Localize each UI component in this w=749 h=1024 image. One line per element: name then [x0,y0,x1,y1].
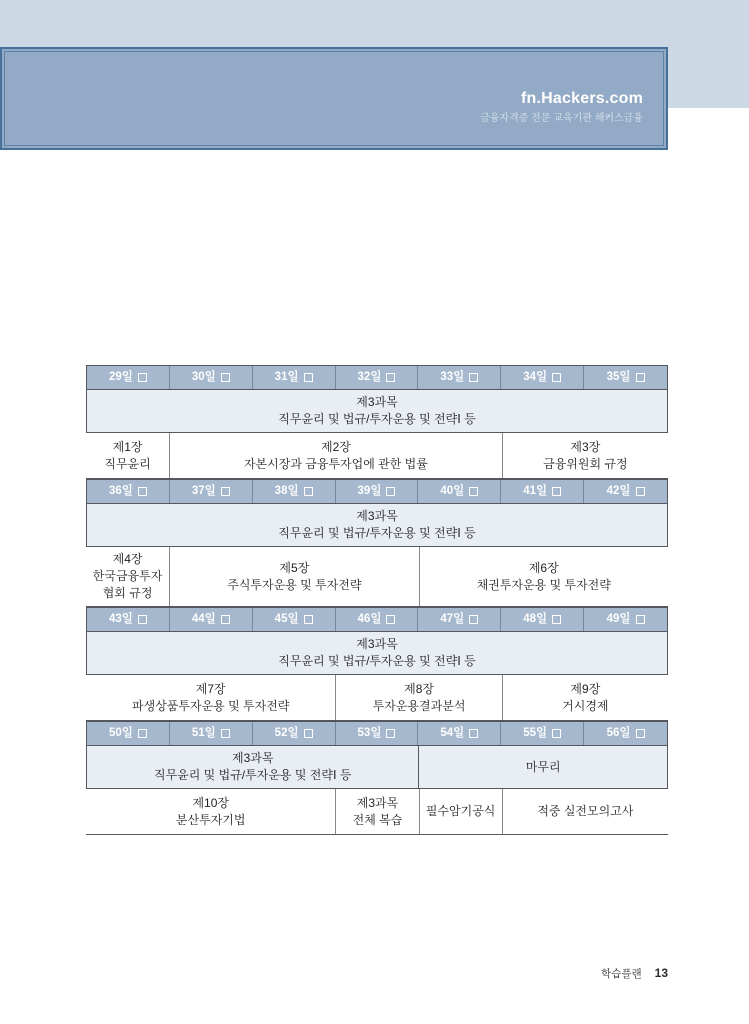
day-checkbox-icon [221,729,230,738]
brand-box [0,47,668,150]
day-cell [336,480,419,503]
cell-line: 적중 실전모의고사 [537,804,634,818]
day-label: 35일 [606,370,631,383]
day-checkbox-icon [304,729,313,738]
chapter-cell [86,675,335,720]
cell-line: 제10장 [192,795,229,810]
day-cell [418,366,501,389]
cell-line: 제4장 [112,552,143,566]
day-label: 29일 [108,370,133,383]
day-cell [336,722,419,745]
day-checkbox-icon [636,729,645,738]
cell-line: 금융위원회 규정 [543,456,628,471]
cell-line: 채권투자운용 및 투자전략 [476,577,611,592]
day-cell [253,722,336,745]
day-cell [418,722,501,745]
chapter-cell [86,547,169,606]
cell-line: 직무윤리 및 법규/투자운용 및 전략Ⅰ 등 [153,768,352,782]
cell-line: 제2장 [320,439,351,454]
day-checkbox-icon [386,487,395,496]
subject-cell [87,746,418,788]
chapter-cell [169,547,418,606]
day-label: 33일 [440,370,465,383]
day-cell [584,608,667,631]
day-cell [253,608,336,631]
day-cell [253,480,336,503]
day-label: 32일 [357,370,382,383]
cell-line: 직무윤리 [104,456,151,471]
day-label: 54일 [440,726,465,739]
cell-line: 자본시장과 금융투자업에 관한 법률 [243,456,428,471]
brand-logo: fn.Hackers.com [521,90,643,107]
day-label: 56일 [606,726,631,739]
chapter-cell [502,675,668,720]
day-cell [501,480,584,503]
day-checkbox-icon [221,373,230,382]
subject-cell [418,746,667,788]
page-number: 13 [654,966,668,980]
day-label: 51일 [191,726,216,739]
cell-line: 제9장 [570,681,601,696]
cell-line: 협회 규정 [102,586,153,600]
day-label: 53일 [357,726,382,739]
plan-section [86,479,668,607]
cell-line: 제3과목 [356,509,398,523]
chapter-cell [419,789,502,834]
cell-line: 마무리 [525,759,561,774]
day-checkbox-icon [552,729,561,738]
day-cell [501,608,584,631]
day-label: 40일 [440,484,465,497]
day-cell [87,366,170,389]
plan-section [86,607,668,721]
day-cell [584,366,667,389]
day-label: 31일 [274,370,299,383]
day-label: 36일 [108,484,133,497]
cell-line: 제5장 [279,560,310,575]
day-checkbox-icon [221,615,230,624]
day-checkbox-icon [304,373,313,382]
day-checkbox-icon [386,615,395,624]
day-checkbox-icon [469,729,478,738]
day-label: 46일 [357,612,382,625]
cell-line: 직무윤리 및 법규/투자운용 및 전략Ⅰ 등 [278,654,476,668]
page-footer [601,966,668,981]
day-label: 30일 [191,370,216,383]
day-label: 47일 [440,612,465,625]
day-checkbox-icon [552,615,561,624]
day-label: 50일 [108,726,133,739]
day-checkbox-icon [469,615,478,624]
subject-cell [87,504,667,546]
day-label: 42일 [606,484,631,497]
plan-section [86,721,668,835]
cell-line: 제3장 [570,439,601,454]
day-checkbox-icon [469,487,478,496]
cell-line: 투자운용결과분석 [372,698,466,713]
cell-line: 제3과목 [231,751,274,765]
cell-line: 제1장 [112,439,143,454]
day-checkbox-icon [138,373,147,382]
day-cell [336,608,419,631]
day-checkbox-icon [636,373,645,382]
subject-cell [87,632,667,674]
day-label: 39일 [357,484,382,497]
day-checkbox-icon [386,729,395,738]
day-label: 55일 [523,726,548,739]
cell-line: 제6장 [528,560,559,575]
day-cell [584,722,667,745]
day-checkbox-icon [138,615,147,624]
cell-line: 직무윤리 및 법규/투자운용 및 전략Ⅰ 등 [278,412,476,426]
day-label: 49일 [606,612,631,625]
day-checkbox-icon [386,373,395,382]
cell-line: 거시경제 [562,698,609,713]
day-checkbox-icon [138,487,147,496]
cell-line: 주식투자운용 및 투자전략 [227,577,362,592]
chapter-cell [502,433,668,478]
cell-line: 분산투자기법 [175,812,246,827]
cell-line: 한국금융투자 [92,569,163,583]
cell-line: 제3과목 [356,395,398,409]
day-checkbox-icon [552,373,561,382]
day-cell [418,480,501,503]
cell-line: 파생상품투자운용 및 투자전략 [132,698,290,713]
day-checkbox-icon [138,729,147,738]
chapter-cell [335,789,418,834]
day-header-row [86,365,668,390]
chapter-cell [86,789,335,834]
day-cell [170,722,253,745]
day-checkbox-icon [304,615,313,624]
day-cell [501,722,584,745]
day-header-row [86,721,668,746]
chapter-row [86,789,668,835]
day-cell [170,608,253,631]
day-header-row [86,607,668,632]
day-label: 45일 [274,612,299,625]
day-label: 37일 [191,484,216,497]
day-cell [501,366,584,389]
day-checkbox-icon [221,487,230,496]
subject-row [86,746,668,789]
cell-line: 제3과목 [356,795,399,810]
day-cell [253,366,336,389]
chapter-cell [335,675,501,720]
day-cell [87,722,170,745]
cell-line: 전체 복습 [352,812,403,827]
day-label: 43일 [108,612,133,625]
subject-row [86,390,668,433]
cell-line: 필수암기공식 [425,804,496,818]
day-label: 41일 [523,484,548,497]
day-cell [87,608,170,631]
day-cell [336,366,419,389]
cell-line: 제3과목 [356,637,398,651]
cell-line: 제8장 [404,681,434,696]
study-plan-table [86,365,668,835]
chapter-row [86,547,668,607]
day-label: 48일 [523,612,548,625]
day-cell [170,480,253,503]
day-checkbox-icon [552,487,561,496]
day-checkbox-icon [636,615,645,624]
day-checkbox-icon [636,487,645,496]
cell-line: 제7장 [195,681,226,696]
day-checkbox-icon [304,487,313,496]
subject-row [86,504,668,547]
day-label: 34일 [523,370,548,383]
chapter-row [86,433,668,479]
day-header-row [86,479,668,504]
subject-cell [87,390,667,432]
chapter-row [86,675,668,721]
subject-row [86,632,668,675]
chapter-cell [86,433,169,478]
chapter-cell [169,433,502,478]
day-cell [418,608,501,631]
brand-box-inner [4,51,664,146]
plan-section [86,365,668,479]
day-checkbox-icon [469,373,478,382]
brand-tagline: 금융자격증 전문 교육기관 해커스금융 [480,113,643,124]
day-cell [87,480,170,503]
day-cell [170,366,253,389]
day-label: 52일 [274,726,299,739]
day-label: 44일 [191,612,216,625]
chapter-cell [419,547,668,606]
day-cell [584,480,667,503]
cell-line: 직무윤리 및 법규/투자운용 및 전략Ⅰ 등 [278,526,476,540]
day-label: 38일 [274,484,299,497]
footer-section-label: 학습플랜 [601,968,642,980]
chapter-cell [502,789,668,834]
